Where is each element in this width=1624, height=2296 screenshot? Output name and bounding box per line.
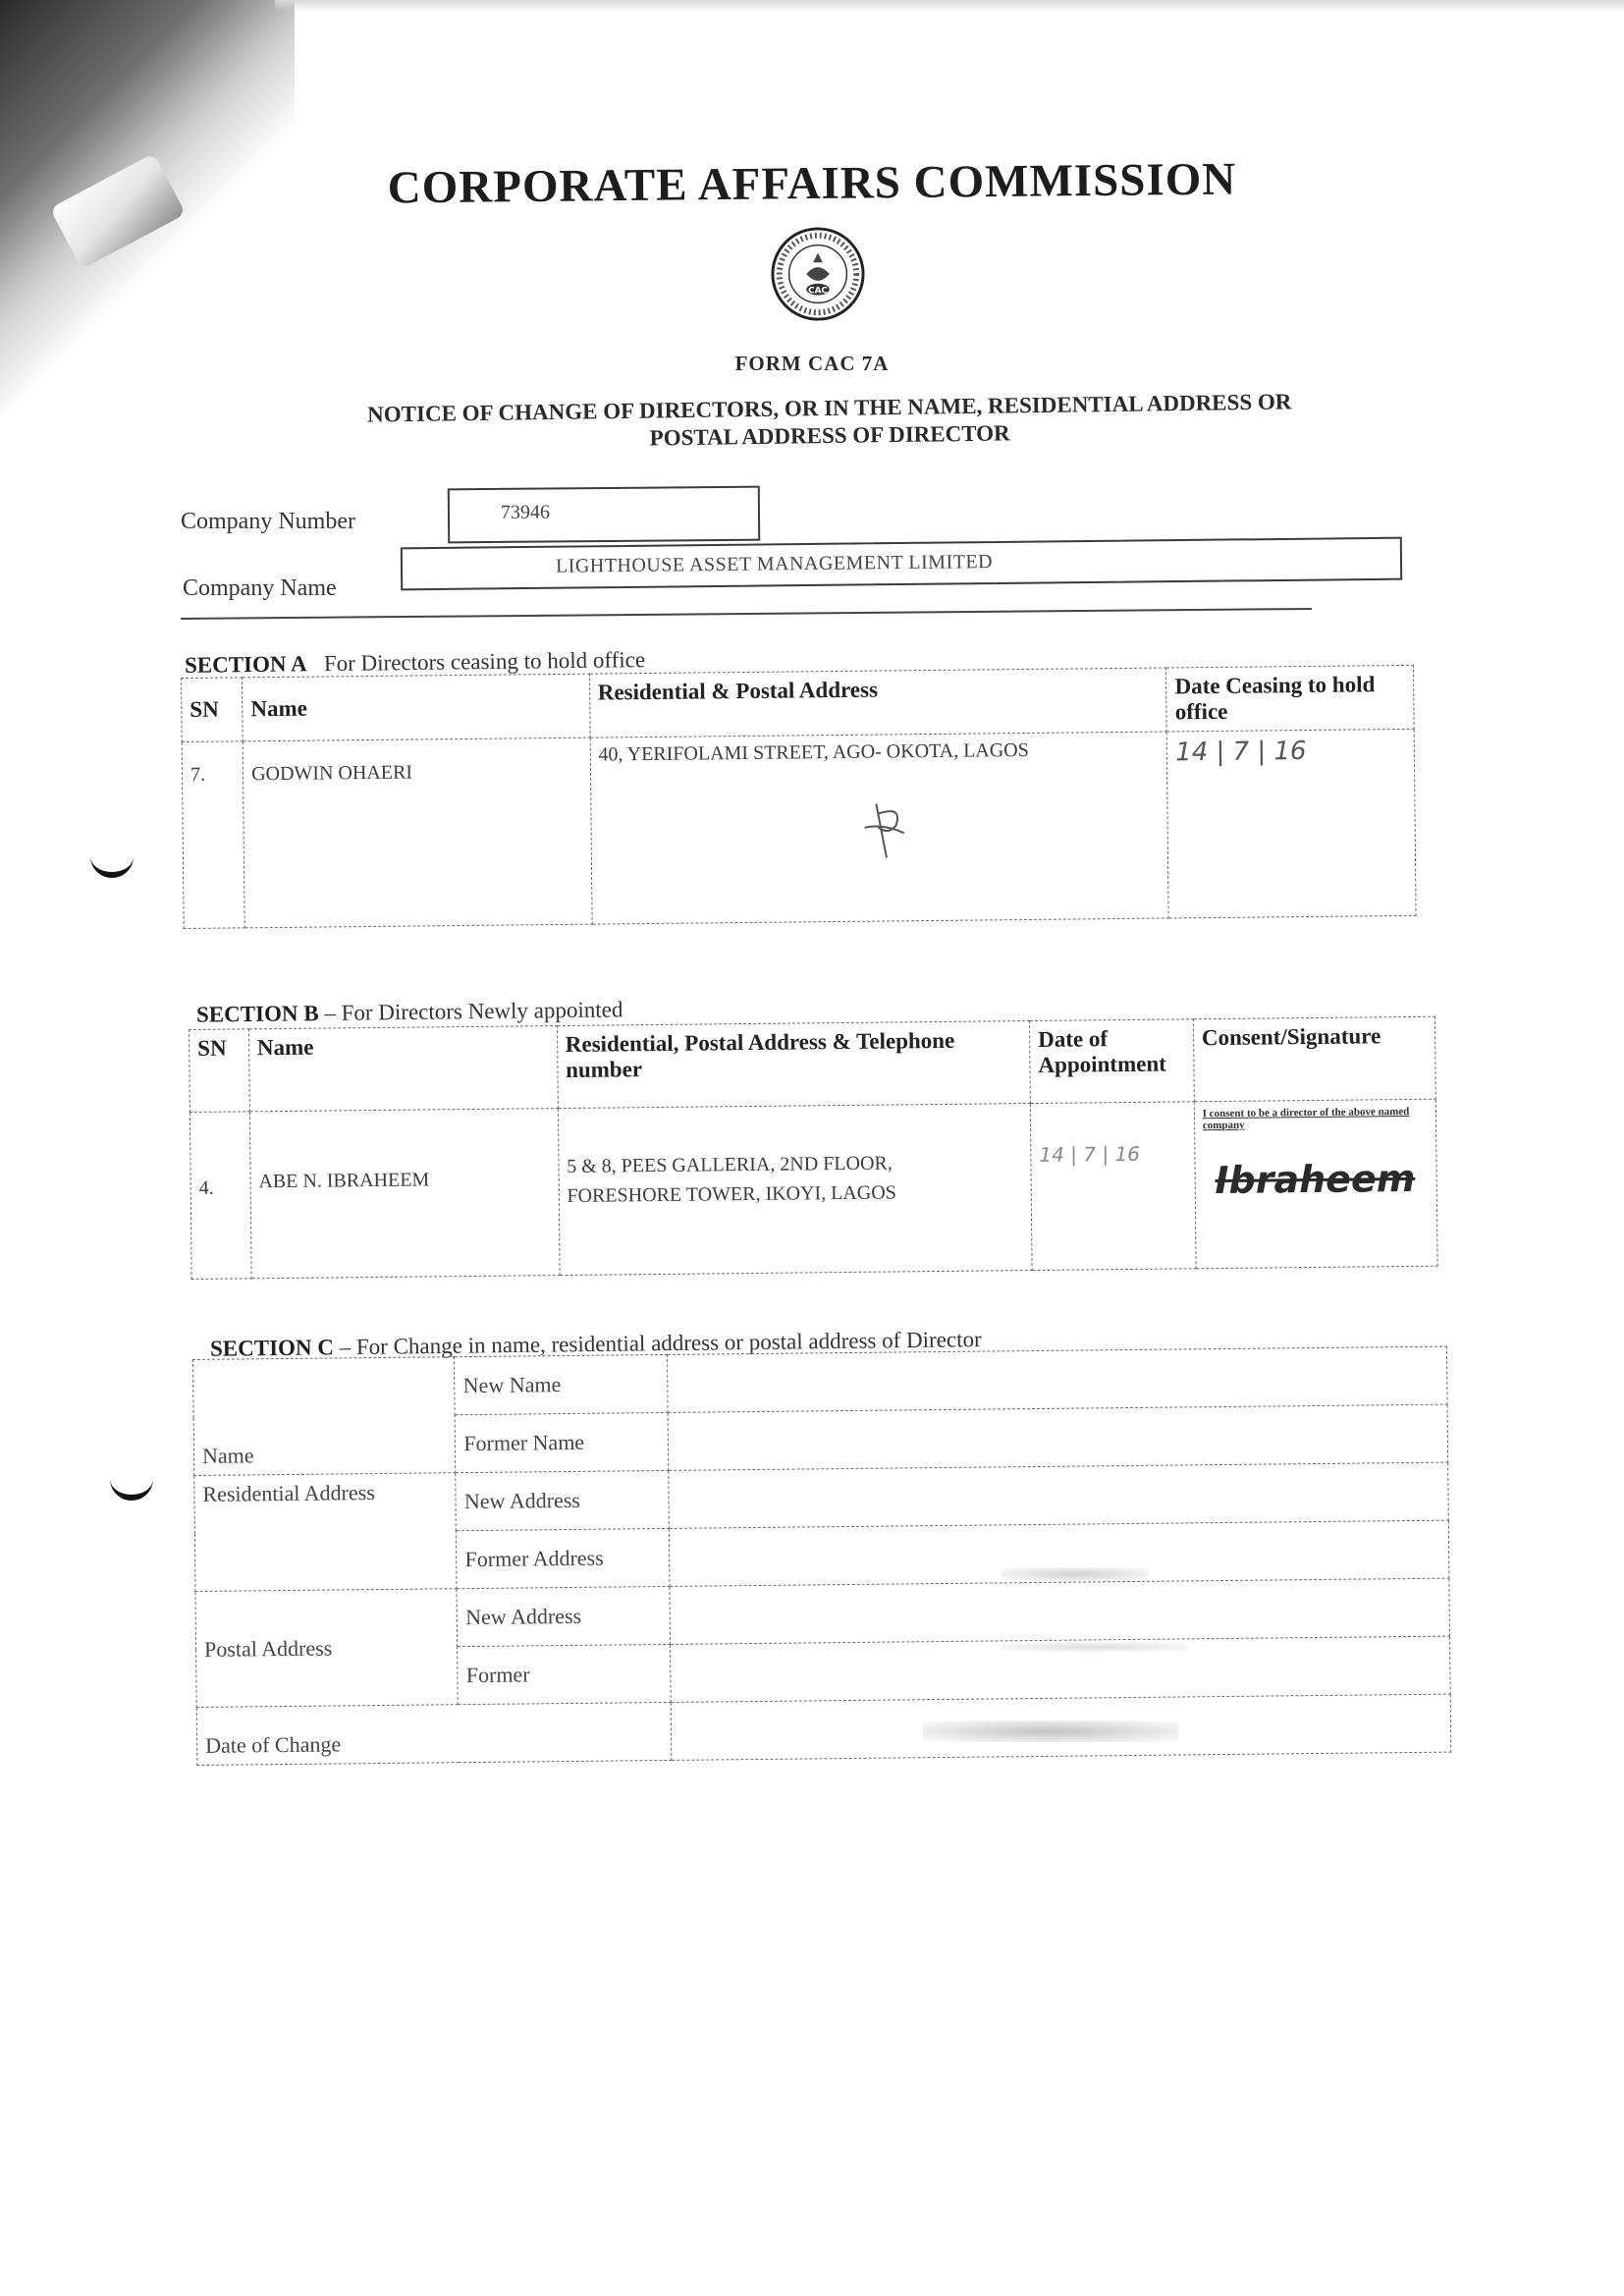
form-code: FORM CAC 7A <box>734 352 890 375</box>
new-name-value <box>667 1346 1447 1412</box>
section-c-label: SECTION C <box>209 1335 335 1361</box>
row-address-line-2: FORESHORE TOWER, IKOYI, LAGOS <box>567 1181 896 1207</box>
row-sn: 7. <box>182 741 244 929</box>
bleed-through-mark <box>923 1721 1178 1742</box>
residential-address-label: Residential Address <box>194 1473 458 1592</box>
postal-new-address-value <box>670 1578 1450 1644</box>
name-group-label: Name <box>193 1357 457 1476</box>
col-name: Name <box>243 674 590 741</box>
section-a-table <box>181 665 1417 929</box>
section-b-table <box>189 1016 1438 1280</box>
postal-address-label: Postal Address <box>195 1589 459 1708</box>
former-name-value <box>668 1404 1448 1470</box>
notice-line-1: NOTICE OF CHANGE OF DIRECTORS, OR IN THE NAME, RESIDENTIAL ADDRESS OR <box>367 389 1292 427</box>
row-sn: 4. <box>189 1112 251 1280</box>
new-address-value <box>669 1462 1449 1528</box>
col-sn: SN <box>189 1029 250 1113</box>
table-row <box>189 1099 1437 1279</box>
section-c-subtitle: – For Change in name, residential address or postal address of Director <box>339 1327 982 1360</box>
company-number-label: Company Number <box>181 509 355 534</box>
punch-hole <box>90 852 134 878</box>
former-address-label: Former Address <box>457 1528 670 1588</box>
section-a-label: SECTION A <box>184 651 307 678</box>
bleed-through-mark <box>1001 1567 1149 1581</box>
col-date-appointment: Date of Appointment <box>1030 1019 1195 1104</box>
row-date: 14 | 7 | 16 <box>1030 1102 1195 1271</box>
company-number-value: 73946 <box>500 501 551 523</box>
company-name-value: LIGHTHOUSE ASSET MANAGEMENT LIMITED <box>555 551 994 577</box>
date-of-change-label: Date of Change <box>196 1702 672 1765</box>
director-signature: Ibraheem <box>1215 1156 1416 1203</box>
section-c-table <box>192 1346 1451 1766</box>
initials-mark <box>856 793 916 863</box>
col-consent-signature: Consent/Signature <box>1193 1016 1435 1102</box>
section-b-subtitle: – For Directors Newly appointed <box>324 997 623 1026</box>
seal-label: CAC <box>808 286 828 297</box>
consent-note: I consent to be a director of the above named company <box>1202 1105 1410 1132</box>
company-name-field <box>401 537 1402 591</box>
row-address <box>590 732 1169 924</box>
section-b-label: SECTION B <box>195 1001 319 1027</box>
row-name: GODWIN OHAERI <box>243 738 591 928</box>
col-date-ceasing: Date Ceasing to hold office <box>1166 665 1414 732</box>
company-number-field <box>448 486 760 544</box>
postal-new-address-label: New Address <box>457 1586 670 1646</box>
table-row <box>182 729 1416 928</box>
row-address-text: 40, YERIFOLAMI STREET, AGO- OKOTA, LAGOS <box>598 738 1029 766</box>
col-address-telephone: Residential, Postal Address & Telephone number <box>557 1021 1030 1109</box>
header-divider <box>181 608 1312 620</box>
row-date: 14 | 7 | 16 <box>1166 729 1416 918</box>
scan-top-edge <box>275 0 1624 12</box>
section-a-subtitle: For Directors ceasing to hold office <box>323 647 646 677</box>
former-name-label: Former Name <box>456 1412 669 1472</box>
row-consent <box>1194 1099 1437 1269</box>
commission-title: CORPORATE AFFAIRS COMMISSION <box>387 153 1237 214</box>
bleed-through-mark <box>1001 1642 1188 1652</box>
col-sn: SN <box>182 678 244 742</box>
postal-former-label: Former <box>458 1644 671 1704</box>
row-name: ABE N. IBRAHEEM <box>249 1109 560 1279</box>
notice-line-2: POSTAL ADDRESS OF DIRECTOR <box>649 420 1010 451</box>
row-address <box>558 1104 1032 1276</box>
section-b-title <box>196 997 623 1027</box>
notice-heading <box>275 387 1385 458</box>
company-name-label: Company Name <box>183 575 337 601</box>
row-address-line-1: 5 & 8, PEES GALLERIA, 2ND FLOOR, <box>567 1152 893 1177</box>
new-name-label: New Name <box>455 1354 668 1414</box>
new-address-label: New Address <box>456 1470 669 1530</box>
cac-seal-icon <box>770 226 866 322</box>
punch-hole <box>110 1475 153 1501</box>
col-address: Residential & Postal Address <box>589 668 1166 738</box>
col-name: Name <box>248 1026 558 1112</box>
